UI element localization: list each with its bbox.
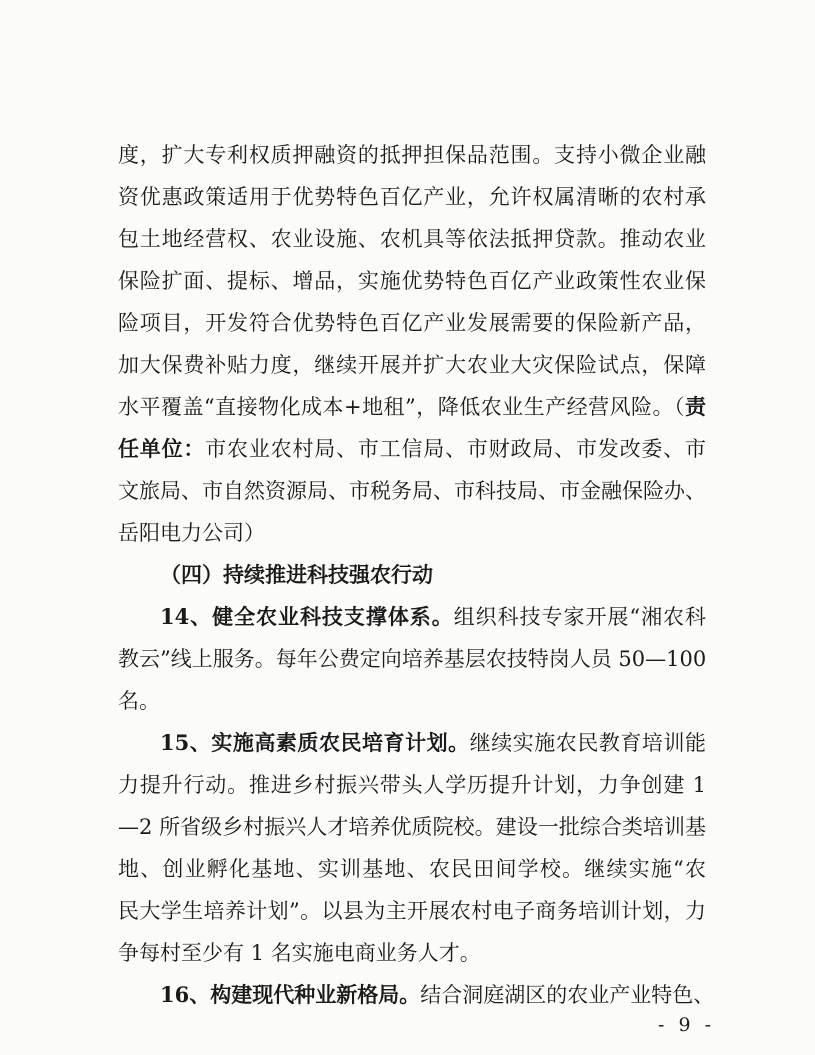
item-title: 15、实施高素质农民培育计划。 — [160, 730, 470, 755]
text-line: 民大学生培养计划”。以县为主开展农村电子商务培训计划，力 — [118, 899, 706, 923]
text-line: 加大保费补贴力度，继续开展并扩大农业大灾保险试点，保障 — [118, 353, 706, 377]
responsibility-label: 责 — [685, 394, 706, 419]
item-14-line — [160, 602, 706, 632]
text-line — [118, 434, 706, 464]
responsibility-label: 任单位： — [118, 436, 206, 461]
text-line: 名。 — [118, 689, 160, 713]
text-line — [118, 392, 706, 422]
text-line: 地、创业孵化基地、实训基地、农民田间学校。继续实施“农 — [118, 857, 706, 881]
text-line: 文旅局、市自然资源局、市税务局、市科技局、市金融保险办、 — [118, 479, 706, 503]
text-line: 包土地经营权、农业设施、农机具等依法抵押贷款。推动农业 — [118, 227, 706, 251]
text-segment: 结合洞庭湖区的农业产业特色、 — [420, 983, 715, 1007]
item-title: 14、健全农业科技支撑体系。 — [160, 604, 454, 629]
text-line: —2 所省级乡村振兴人才培养优质院校。建设一批综合类培训基 — [118, 815, 706, 839]
text-line: 岳阳电力公司） — [118, 521, 265, 545]
text-line: 保险扩面、提标、增品，实施优势特色百亿产业政策性农业保 — [118, 269, 706, 293]
text-segment: 市农业农村局、市工信局、市财政局、市发改委、市 — [205, 437, 707, 461]
text-line: 力提升行动。推进乡村振兴带头人学历提升计划，力争创建 1 — [118, 773, 706, 797]
text-line: 险项目，开发符合优势特色百亿产业发展需要的保险新产品， — [118, 311, 706, 335]
item-16-line — [160, 980, 715, 1010]
text-segment: 水平覆盖“直接物化成本+地租”，降低农业生产经营风险。（ — [118, 395, 685, 419]
item-title: 16、构建现代种业新格局。 — [160, 982, 421, 1007]
text-segment: 继续实施农民教育培训能 — [469, 731, 706, 755]
section-heading: （四）持续推进科技强农行动 — [160, 562, 433, 587]
page-number: - 9 - — [657, 1014, 715, 1036]
text-line: 争每村至少有 1 名实施电商业务人才。 — [118, 941, 481, 965]
text-line: 资优惠政策适用于优势特色百亿产业，允许权属清晰的农村承 — [118, 185, 706, 209]
item-15-line — [160, 728, 706, 758]
text-line: 教云”线上服务。每年公费定向培养基层农技特岗人员 50—100 — [118, 647, 707, 671]
text-line: 度，扩大专利权质押融资的抵押担保品范围。支持小微企业融 — [118, 143, 706, 167]
text-segment: 组织科技专家开展“湘农科 — [453, 605, 706, 629]
